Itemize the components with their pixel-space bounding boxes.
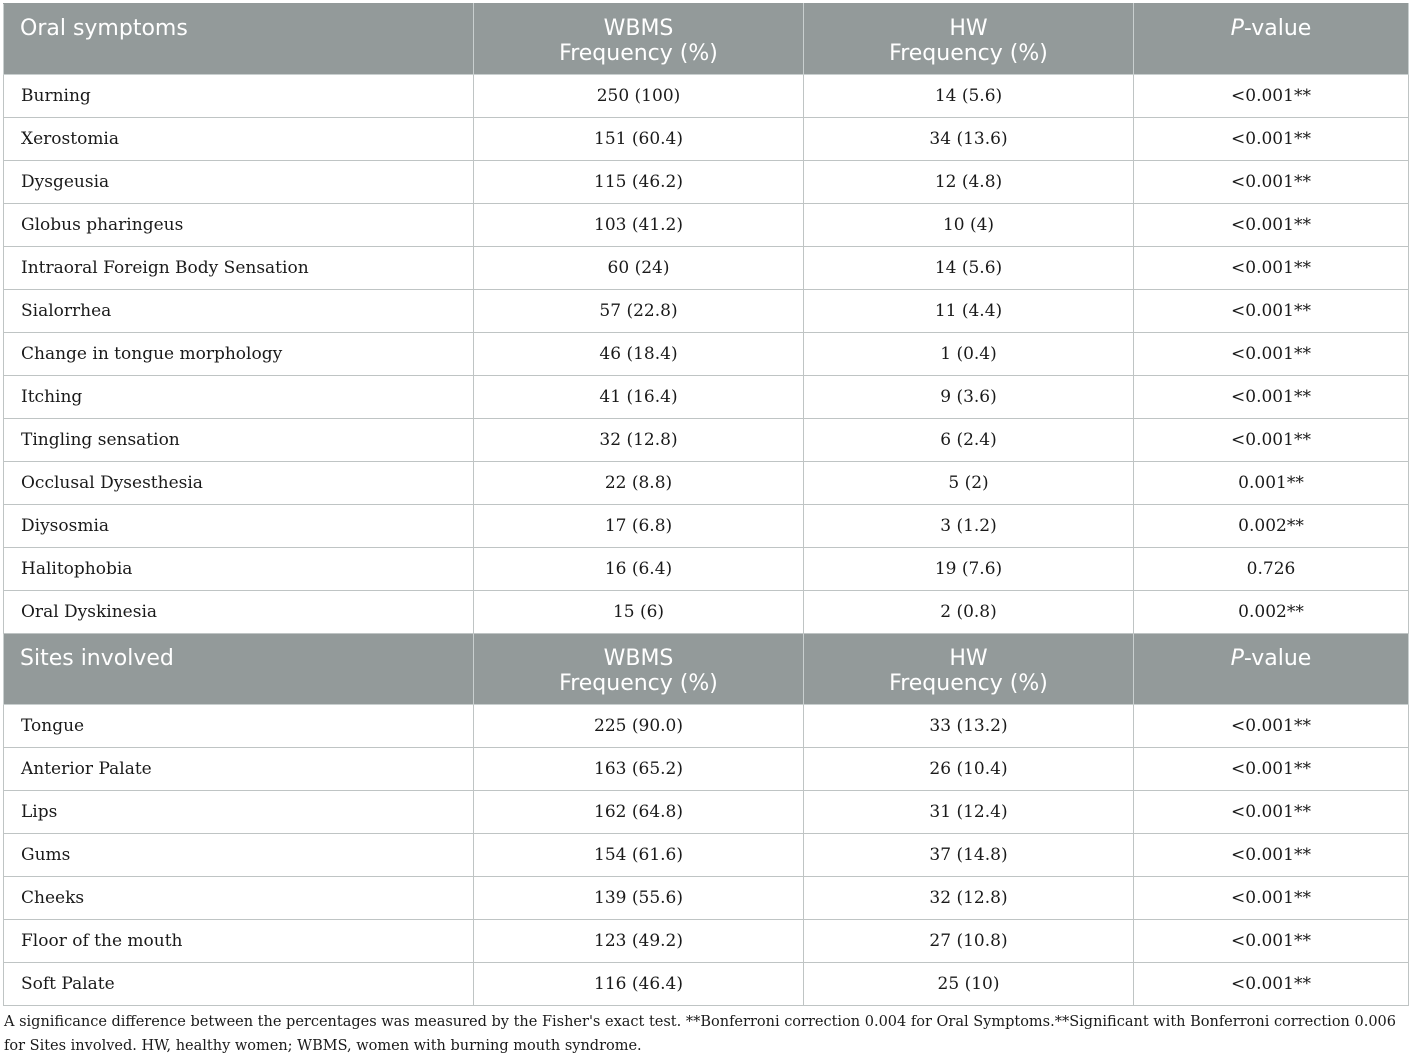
row-label: Lips — [4, 791, 474, 834]
table-row — [4, 462, 1409, 505]
cell-p-value: 0.002** — [1134, 591, 1409, 634]
p-suffix: -value — [1243, 646, 1312, 671]
table-row — [4, 920, 1409, 963]
row-label: Dysgeusia — [4, 161, 474, 204]
row-label: Soft Palate — [4, 963, 474, 1006]
p-suffix: -value — [1243, 16, 1312, 41]
table-row — [4, 791, 1409, 834]
table-row — [4, 548, 1409, 591]
table-row — [4, 834, 1409, 877]
cell-wbms: 116 (46.4) — [474, 963, 804, 1006]
row-label: Xerostomia — [4, 118, 474, 161]
cell-hw: 19 (7.6) — [804, 548, 1134, 591]
cell-hw: 37 (14.8) — [804, 834, 1134, 877]
table-row — [4, 204, 1409, 247]
row-label: Globus pharingeus — [4, 204, 474, 247]
table-row — [4, 877, 1409, 920]
row-label: Halitophobia — [4, 548, 474, 591]
cell-p-value: <0.001** — [1134, 333, 1409, 376]
cell-p-value: <0.001** — [1134, 963, 1409, 1006]
cell-p-value: <0.001** — [1134, 290, 1409, 333]
table-row — [4, 247, 1409, 290]
cell-p-value: <0.001** — [1134, 161, 1409, 204]
table-row — [4, 591, 1409, 634]
column-header-hw-group: HW — [949, 646, 988, 671]
row-label: Change in tongue morphology — [4, 333, 474, 376]
table-row — [4, 376, 1409, 419]
cell-hw: 27 (10.8) — [804, 920, 1134, 963]
cell-wbms: 60 (24) — [474, 247, 804, 290]
row-label: Occlusal Dysesthesia — [4, 462, 474, 505]
cell-hw: 3 (1.2) — [804, 505, 1134, 548]
section-header-row — [4, 634, 1409, 705]
table-row — [4, 161, 1409, 204]
cell-hw: 31 (12.4) — [804, 791, 1134, 834]
cell-p-value: 0.002** — [1134, 505, 1409, 548]
table-row — [4, 118, 1409, 161]
cell-hw: 5 (2) — [804, 462, 1134, 505]
cell-hw: 9 (3.6) — [804, 376, 1134, 419]
table-row — [4, 290, 1409, 333]
cell-wbms: 154 (61.6) — [474, 834, 804, 877]
cell-wbms: 163 (65.2) — [474, 748, 804, 791]
column-header-p-value — [1134, 4, 1409, 75]
cell-p-value: 0.001** — [1134, 462, 1409, 505]
cell-wbms: 123 (49.2) — [474, 920, 804, 963]
row-label: Tongue — [4, 705, 474, 748]
cell-hw: 14 (5.6) — [804, 75, 1134, 118]
table-row — [4, 75, 1409, 118]
table-row — [4, 705, 1409, 748]
column-header-wbms-group: WBMS — [603, 646, 674, 671]
row-label: Gums — [4, 834, 474, 877]
cell-wbms: 139 (55.6) — [474, 877, 804, 920]
section-header-row — [4, 4, 1409, 75]
cell-p-value: <0.001** — [1134, 920, 1409, 963]
p-letter: P — [1230, 646, 1244, 671]
cell-wbms: 225 (90.0) — [474, 705, 804, 748]
cell-hw: 34 (13.6) — [804, 118, 1134, 161]
column-header-wbms-unit: Frequency (%) — [559, 671, 718, 696]
row-label: Oral Dyskinesia — [4, 591, 474, 634]
cell-wbms: 22 (8.8) — [474, 462, 804, 505]
cell-p-value: 0.726 — [1134, 548, 1409, 591]
section-title: Sites involved — [4, 634, 474, 705]
cell-hw: 2 (0.8) — [804, 591, 1134, 634]
column-header-hw — [804, 634, 1134, 705]
cell-p-value: <0.001** — [1134, 705, 1409, 748]
section-title: Oral symptoms — [4, 4, 474, 75]
cell-hw: 6 (2.4) — [804, 419, 1134, 462]
cell-hw: 11 (4.4) — [804, 290, 1134, 333]
cell-hw: 10 (4) — [804, 204, 1134, 247]
cell-wbms: 103 (41.2) — [474, 204, 804, 247]
table-body — [4, 4, 1409, 1006]
cell-wbms: 250 (100) — [474, 75, 804, 118]
cell-wbms: 57 (22.8) — [474, 290, 804, 333]
cell-wbms: 162 (64.8) — [474, 791, 804, 834]
cell-hw: 33 (13.2) — [804, 705, 1134, 748]
cell-p-value: <0.001** — [1134, 877, 1409, 920]
column-header-wbms-unit: Frequency (%) — [559, 41, 718, 66]
cell-wbms: 17 (6.8) — [474, 505, 804, 548]
table-row — [4, 333, 1409, 376]
row-label: Burning — [4, 75, 474, 118]
cell-p-value: <0.001** — [1134, 834, 1409, 877]
cell-p-value: <0.001** — [1134, 204, 1409, 247]
column-header-hw-unit: Frequency (%) — [889, 41, 1048, 66]
cell-p-value: <0.001** — [1134, 791, 1409, 834]
cell-hw: 12 (4.8) — [804, 161, 1134, 204]
cell-wbms: 151 (60.4) — [474, 118, 804, 161]
cell-wbms: 41 (16.4) — [474, 376, 804, 419]
row-label: Diysosmia — [4, 505, 474, 548]
row-label: Tingling sensation — [4, 419, 474, 462]
table-row — [4, 505, 1409, 548]
row-label: Floor of the mouth — [4, 920, 474, 963]
column-header-hw-group: HW — [949, 16, 988, 41]
column-header-hw-unit: Frequency (%) — [889, 671, 1048, 696]
cell-p-value: <0.001** — [1134, 748, 1409, 791]
column-header-wbms-group: WBMS — [603, 16, 674, 41]
row-label: Sialorrhea — [4, 290, 474, 333]
cell-hw: 26 (10.4) — [804, 748, 1134, 791]
cell-wbms: 32 (12.8) — [474, 419, 804, 462]
table-row — [4, 963, 1409, 1006]
column-header-wbms — [474, 634, 804, 705]
row-label: Cheeks — [4, 877, 474, 920]
row-label: Itching — [4, 376, 474, 419]
cell-hw: 14 (5.6) — [804, 247, 1134, 290]
cell-hw: 25 (10) — [804, 963, 1134, 1006]
cell-wbms: 16 (6.4) — [474, 548, 804, 591]
cell-p-value: <0.001** — [1134, 118, 1409, 161]
row-label: Anterior Palate — [4, 748, 474, 791]
table-footnote: A significance difference between the percentages was measured by the Fisher's exact test. **Bonferroni correction 0.004 for Oral Symptoms.**Significant with Bonferroni correction 0.006 for Sites involved. HW, healthy women; WBMS, women with burning mouth syndrome. — [4, 1014, 1397, 1054]
row-label: Intraoral Foreign Body Sensation — [4, 247, 474, 290]
cell-p-value: <0.001** — [1134, 376, 1409, 419]
cell-wbms: 115 (46.2) — [474, 161, 804, 204]
column-header-hw — [804, 4, 1134, 75]
column-header-p-value — [1134, 634, 1409, 705]
cell-wbms: 46 (18.4) — [474, 333, 804, 376]
cell-p-value: <0.001** — [1134, 419, 1409, 462]
cell-hw: 32 (12.8) — [804, 877, 1134, 920]
cell-p-value: <0.001** — [1134, 75, 1409, 118]
table-row — [4, 419, 1409, 462]
table-row — [4, 748, 1409, 791]
p-letter: P — [1230, 16, 1244, 41]
column-header-wbms — [474, 4, 804, 75]
cell-p-value: <0.001** — [1134, 247, 1409, 290]
data-table — [3, 3, 1409, 1006]
cell-wbms: 15 (6) — [474, 591, 804, 634]
cell-hw: 1 (0.4) — [804, 333, 1134, 376]
